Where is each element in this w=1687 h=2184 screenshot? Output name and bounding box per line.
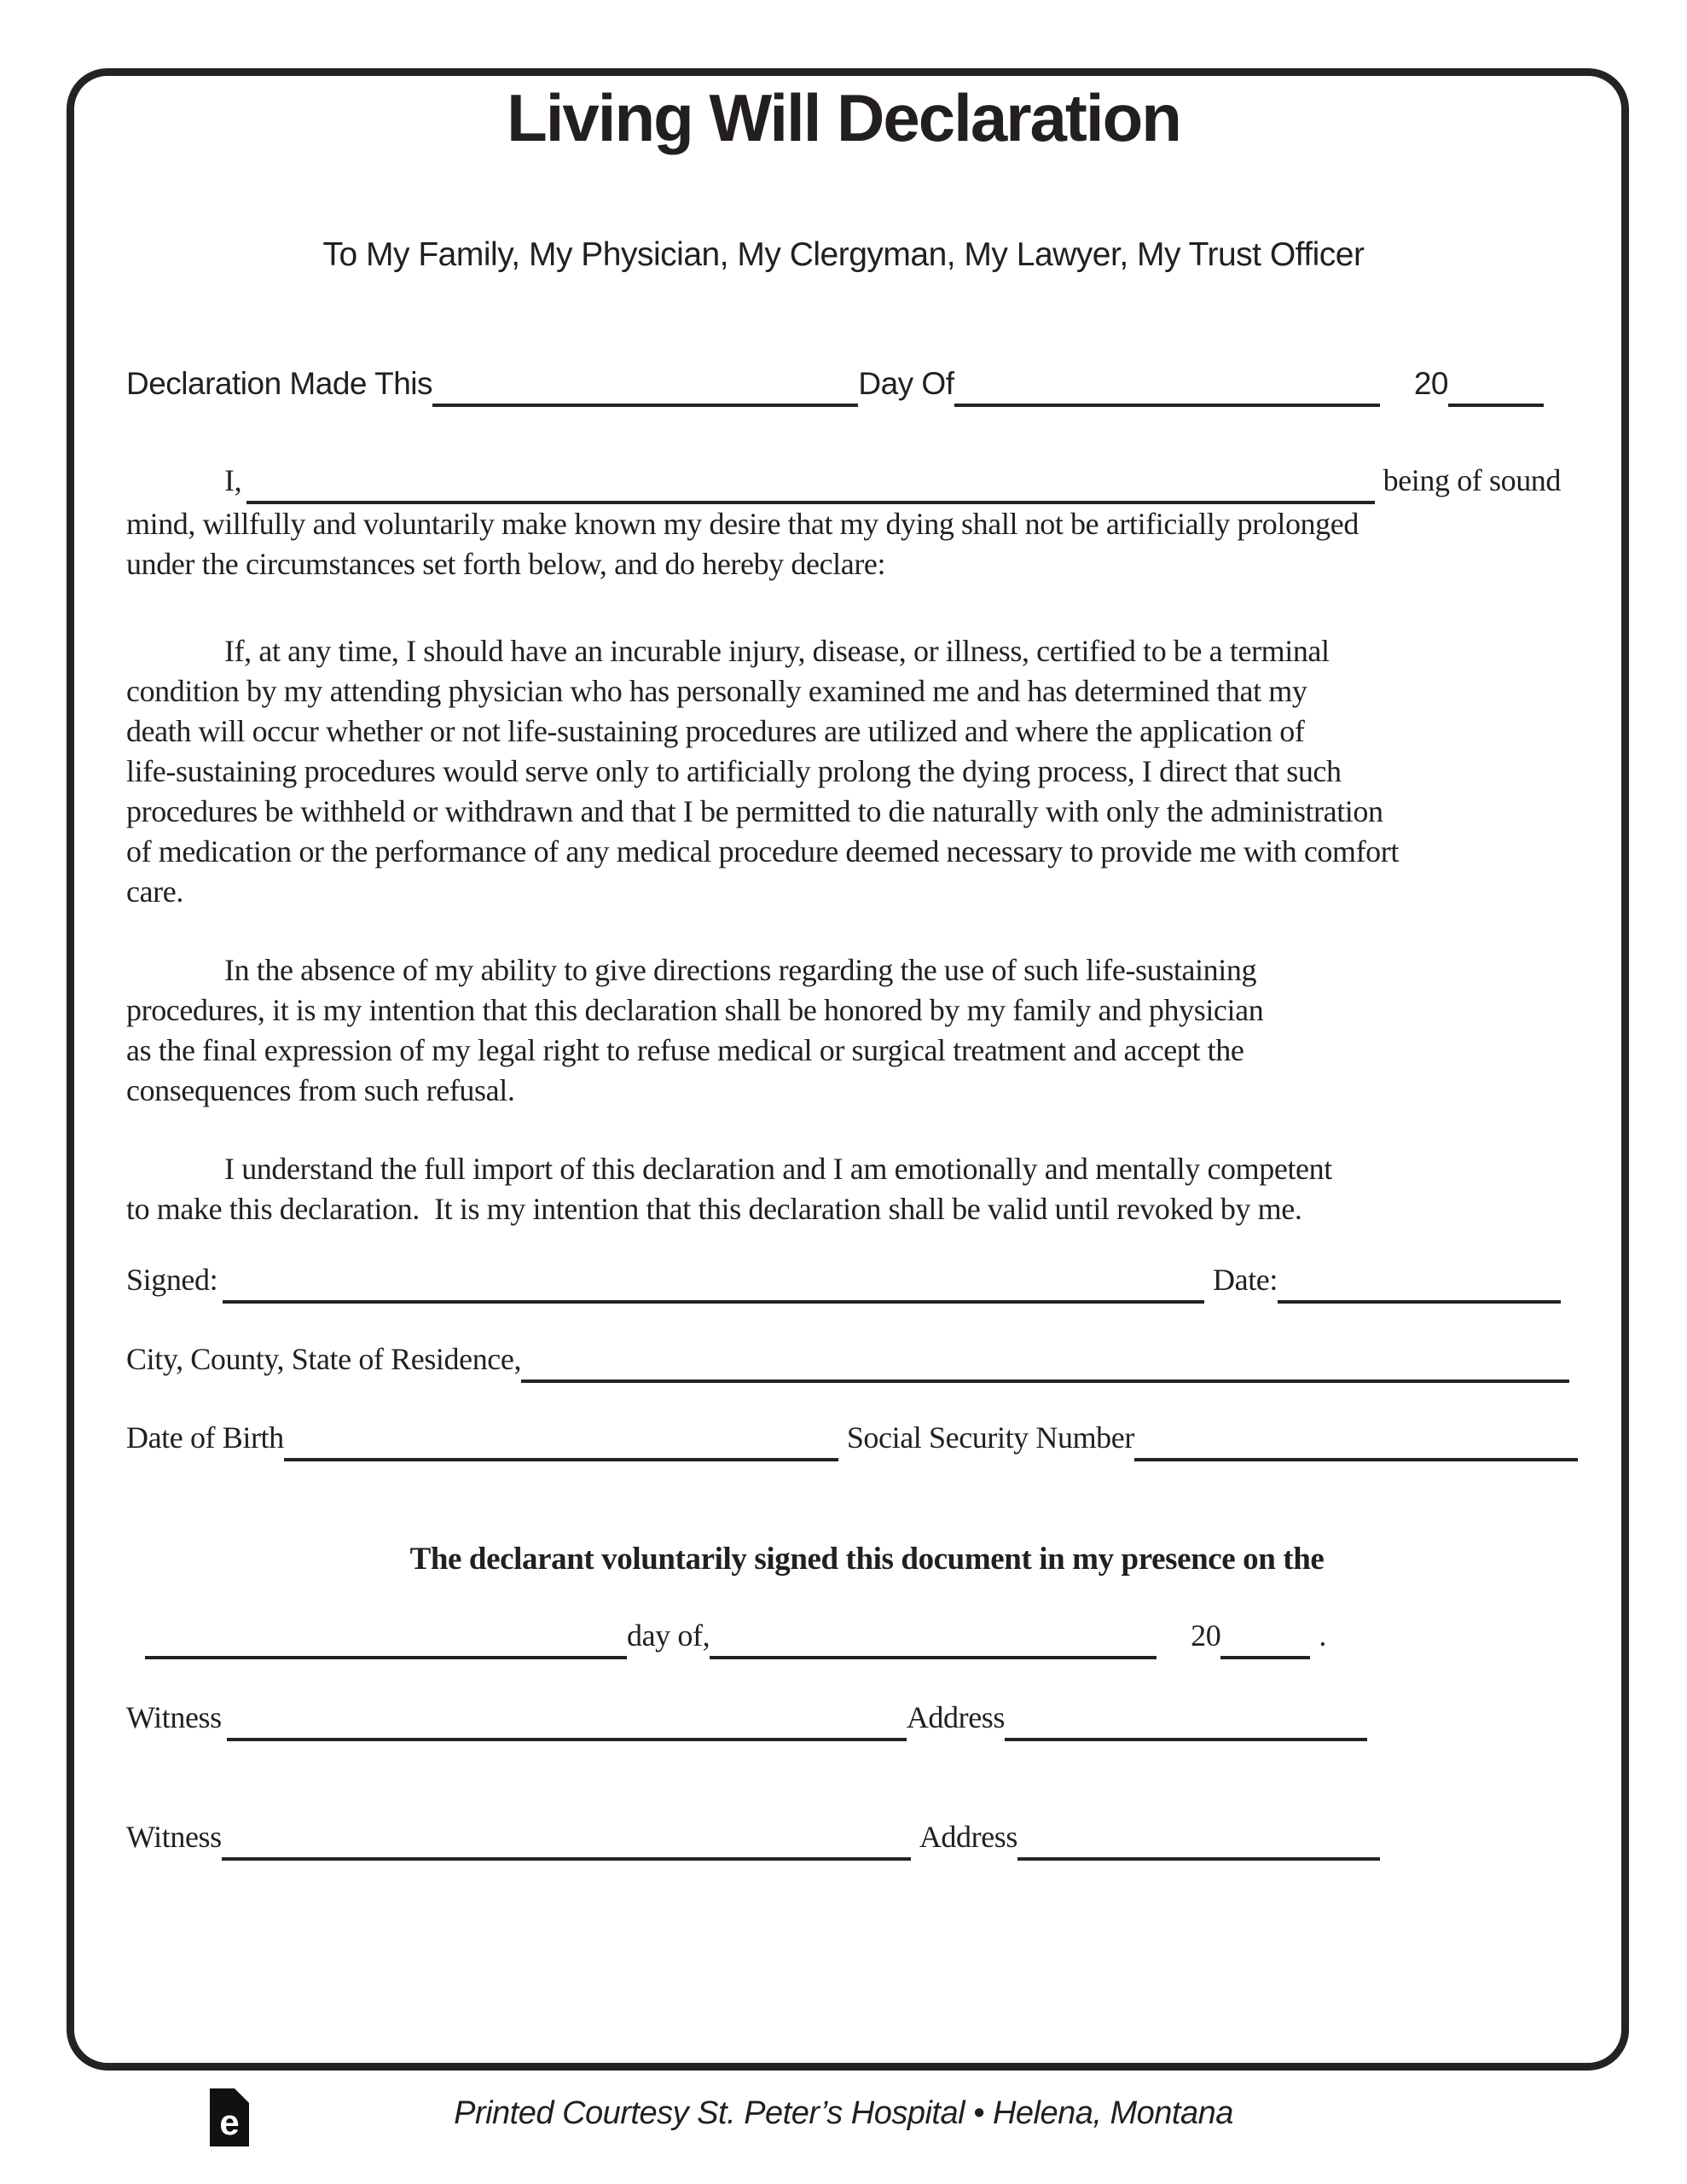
address-label: Address (906, 1700, 1005, 1734)
paragraph-terminal-condition (126, 631, 1561, 912)
day-of-label: Day Of (858, 366, 954, 401)
signature-field[interactable] (223, 1260, 1204, 1304)
date-label: Date: (1213, 1263, 1278, 1297)
witness-day-field[interactable] (145, 1616, 627, 1659)
paragraph-intention (126, 950, 1561, 1111)
paragraph-line: condition by my attending physician who has personally examined me and has determined that my (126, 674, 1307, 708)
footer-credit: Printed Courtesy St. Peter’s Hospital • Helena, Montana (454, 2095, 1233, 2131)
residence-line (126, 1339, 1569, 1383)
paragraph-line: mind, willfully and voluntarily make known my desire that my dying shall not be artificially prolonged (126, 507, 1359, 541)
signature-date-field[interactable] (1278, 1260, 1561, 1304)
paragraph-line: procedures be withheld or withdrawn and that I be permitted to die naturally with only the administration (126, 794, 1383, 828)
declaration-month-field[interactable] (954, 364, 1380, 407)
witness-row-1 (126, 1698, 1367, 1741)
witness-row-2 (126, 1817, 1380, 1861)
dob-ssn-line (126, 1418, 1578, 1461)
witness-month-field[interactable] (710, 1616, 1157, 1659)
paragraph-line: of medication or the performance of any medical procedure deemed necessary to provide me with comfort (126, 834, 1399, 868)
year-prefix: 20 (1413, 366, 1449, 401)
declaration-made-label: Declaration Made This (126, 366, 432, 401)
dob-field[interactable] (284, 1418, 838, 1461)
residence-field[interactable] (521, 1339, 1569, 1383)
declarant-lead: I, (224, 463, 242, 497)
witness-label: Witness (126, 1820, 222, 1854)
signed-label: Signed: (126, 1263, 218, 1297)
witness-2-name-field[interactable] (222, 1817, 911, 1861)
witness-2-address-field[interactable] (1017, 1817, 1380, 1861)
paragraph-line: procedures, it is my intention that this declaration shall be honored by my family and physician (126, 993, 1264, 1027)
declarant-name-field[interactable] (246, 461, 1374, 504)
paragraph-declarant (126, 461, 1561, 584)
witness-day-of-label: day of, (627, 1618, 710, 1653)
paragraph-line: care. (126, 874, 183, 909)
page-title: Living Will Declaration (507, 80, 1180, 155)
paragraph-line: consequences from such refusal. (126, 1073, 515, 1107)
declarant-lead-end: being of sound (1383, 463, 1561, 497)
logo-letter: e (219, 2102, 240, 2142)
residence-label: City, County, State of Residence, (126, 1342, 522, 1376)
paragraph-line: under the circumstances set forth below, and do hereby declare: (126, 547, 886, 581)
addressee-subtitle: To My Family, My Physician, My Clergyman, My Lawyer, My Trust Officer (322, 236, 1365, 273)
paragraph-line: as the final expression of my legal right to refuse medical or surgical treatment and accept the (126, 1033, 1244, 1067)
sentence-period: . (1319, 1618, 1326, 1653)
witness-1-name-field[interactable] (227, 1698, 907, 1741)
witness-year-field[interactable] (1220, 1616, 1310, 1659)
ssn-field[interactable] (1134, 1418, 1578, 1461)
paragraph-line: life-sustaining procedures would serve only to artificially prolong the dying process, I direct that such (126, 754, 1342, 788)
declaration-date-line (126, 364, 1544, 407)
witness-attestation-heading: The declarant voluntarily signed this document in my presence on the (409, 1542, 1325, 1577)
signature-line (126, 1260, 1561, 1304)
witness-date-line (145, 1616, 1356, 1659)
dob-label: Date of Birth (126, 1420, 284, 1455)
declaration-day-field[interactable] (432, 364, 858, 407)
paragraph-line: If, at any time, I should have an incurable injury, disease, or illness, certified to be a terminal (224, 634, 1330, 668)
address-label: Address (919, 1820, 1017, 1854)
paragraph-competence (126, 1149, 1561, 1229)
witness-label: Witness (126, 1700, 222, 1734)
ssn-label: Social Security Number (846, 1420, 1134, 1455)
witness-1-address-field[interactable] (1005, 1698, 1367, 1741)
paragraph-line: In the absence of my ability to give directions regarding the use of such life-sustaining (224, 953, 1257, 987)
declaration-year-field[interactable] (1448, 364, 1544, 407)
witness-year-prefix: 20 (1191, 1618, 1221, 1653)
paragraph-line: I understand the full import of this declaration and I am emotionally and mentally competent (224, 1152, 1332, 1186)
paragraph-line: to make this declaration. It is my intention that this declaration shall be valid until revoked by me. (126, 1192, 1302, 1226)
paragraph-line: death will occur whether or not life-sustaining procedures are utilized and where the application of (126, 714, 1305, 748)
